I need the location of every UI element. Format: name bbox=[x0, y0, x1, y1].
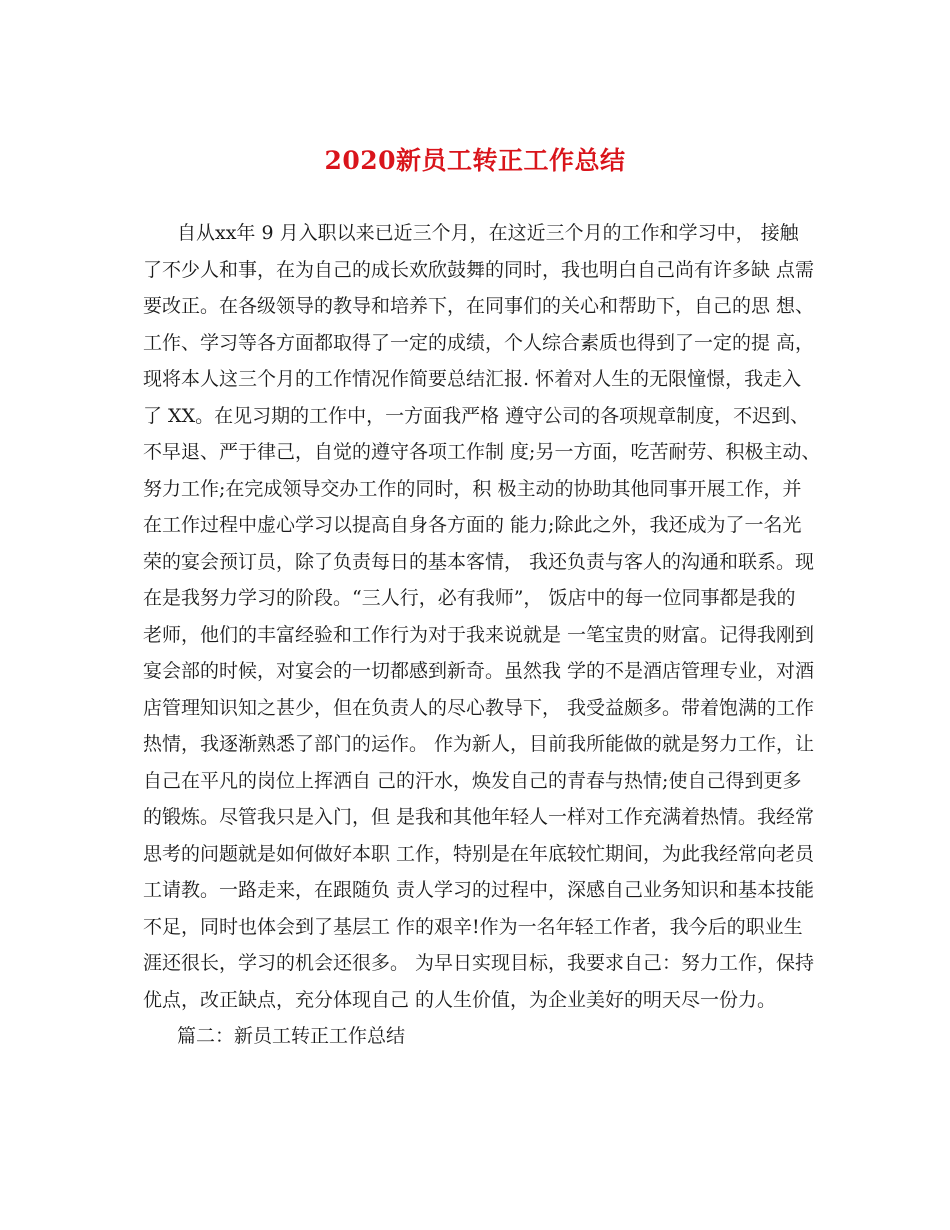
body-line-1: 自从xx年 9 月入职以来已近三个月，在这近三个月的工作和学习中， 接触 bbox=[177, 222, 799, 244]
body-line-6: 了 XX。在见习期的工作中，一方面我严格 遵守公司的各项规章制度，不迟到、 bbox=[143, 404, 810, 427]
body-line-8: 努力工作;在完成领导交办工作的同时，积 极主动的协助其他同事开展工作，并 bbox=[143, 477, 802, 500]
body-line-18: 思考的问题就是如何做好本职 工作，特别是在年底较忙期间，为此我经常向老员 bbox=[143, 842, 815, 865]
body-line-2: 了不少人和事，在为自己的成长欢欣鼓舞的同时，我也明白自己尚有许多缺 点需 bbox=[143, 258, 815, 281]
body-line-3: 要改正。在各级领导的教导和培养下，在同事们的关心和帮助下，自己的思 想、 bbox=[143, 295, 815, 317]
body-line-17: 的锻炼。尽管我只是入门，但 是我和其他年轻人一样对工作充满着热情。我经常 bbox=[143, 806, 815, 828]
body-line-19: 工请教。一路走来，在跟随负 责人学习的过程中，深感自己业务知识和基本技能 bbox=[143, 879, 815, 901]
body-line-12: 老师，他们的丰富经验和工作行为对于我来说就是 一笔宝贵的财富。记得我刚到 bbox=[143, 623, 815, 646]
body-line-13: 宴会部的时候，对宴会的一切都感到新奇。虽然我 学的不是酒店管理专业，对酒 bbox=[143, 660, 815, 682]
document-body bbox=[143, 215, 821, 1055]
body-line-5: 现将本人这三个月的工作情况作简要总结汇报. 怀着对人生的无限憧憬，我走入 bbox=[143, 368, 802, 390]
body-line-9: 在工作过程中虚心学习以提高自身各方面的 能力;除此之外，我还成为了一名光 bbox=[143, 514, 802, 536]
body-line-20: 不足，同时也体会到了基层工 作的艰辛!作为一名年轻工作者，我今后的职业生 bbox=[143, 915, 803, 938]
body-line-21: 涯还很长，学习的机会还很多。 为早日实现目标，我要求自己：努力工作，保持 bbox=[143, 952, 815, 974]
body-line-7: 不早退、严于律己，自觉的遵守各项工作制 度;另一方面，吃苦耐劳、积极主动、 bbox=[143, 441, 821, 463]
section-heading-part-two: 篇二：新员工转正工作总结 bbox=[177, 1025, 406, 1047]
document-title: 2020新员工转正工作总结 bbox=[324, 146, 626, 175]
body-line-4: 工作、学习等各方面都取得了一定的成绩，个人综合素质也得到了一定的提 高， bbox=[143, 331, 815, 354]
body-line-14: 店管理知识知之甚少，但在负责人的尽心教导下， 我受益颇多。带着饱满的工作 bbox=[143, 696, 815, 719]
body-line-22: 优点，改正缺点，充分体现自己 的人生价值，为企业美好的明天尽一份力。 bbox=[143, 988, 777, 1011]
body-line-15: 热情，我逐渐熟悉了部门的运作。 作为新人，目前我所能做的就是努力工作，让 bbox=[143, 733, 815, 755]
body-line-16: 自己在平凡的岗位上挥洒自 己的汗水，焕发自己的青春与热情;使自己得到更多 bbox=[143, 769, 802, 792]
body-line-10: 荣的宴会预订员，除了负责每日的基本客情， 我还负责与客人的沟通和联系。现 bbox=[143, 550, 815, 573]
body-line-11: 在是我努力学习的阶段。“三人行，必有我师”， 饭店中的每一位同事都是我的 bbox=[143, 587, 796, 609]
